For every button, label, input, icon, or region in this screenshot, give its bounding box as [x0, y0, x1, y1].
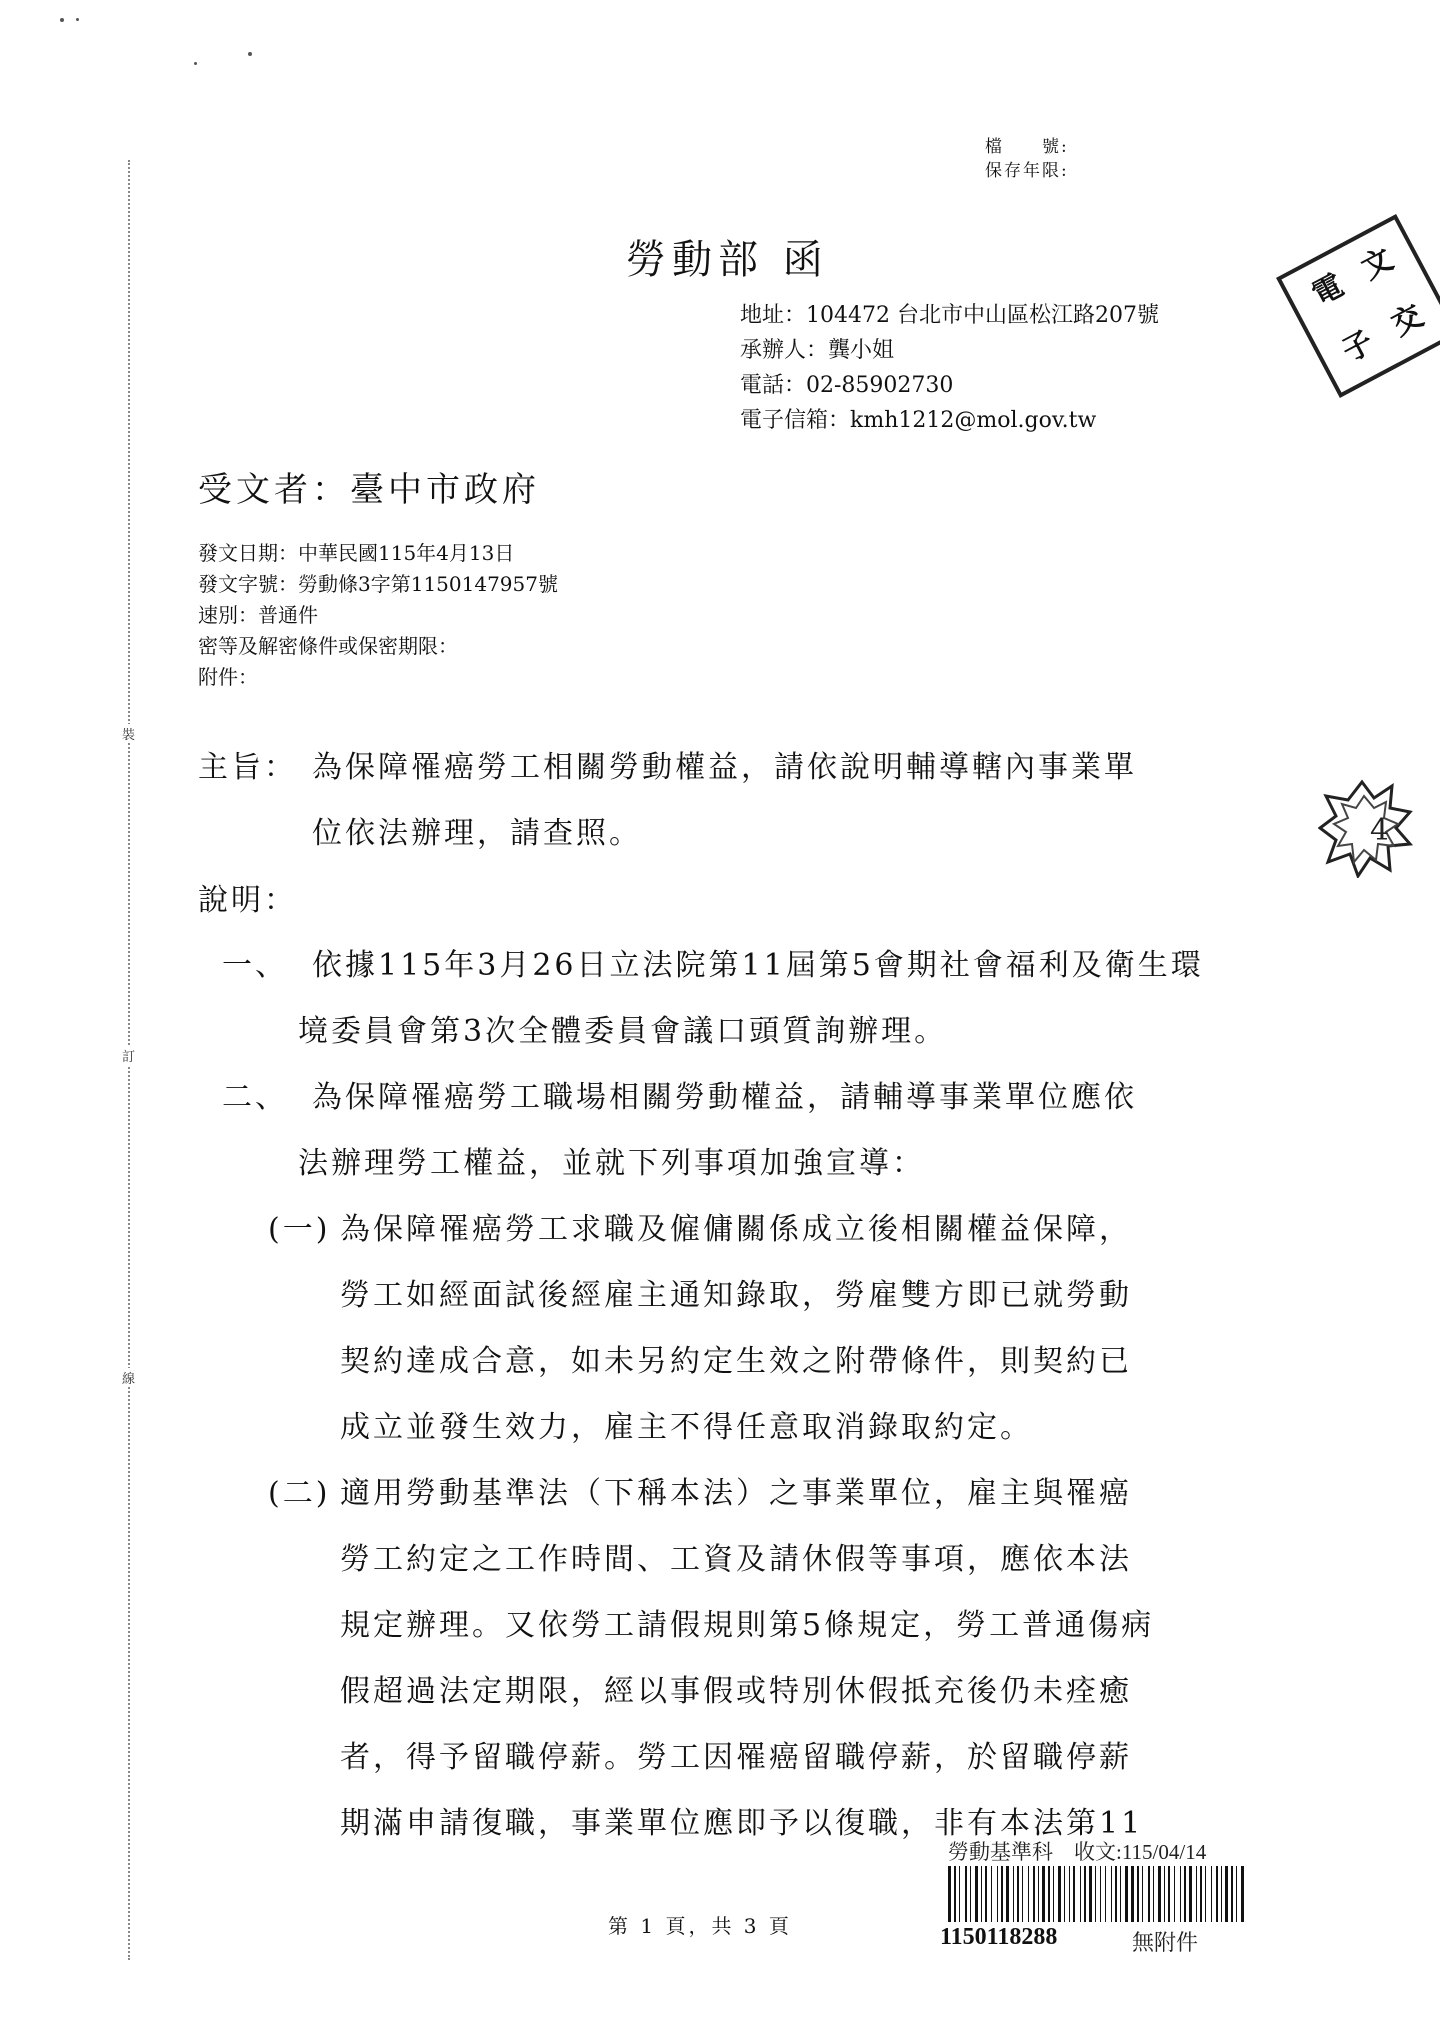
no-attachment-label: 無附件: [1132, 1931, 1199, 1956]
binding-mark-line: 線: [122, 1368, 135, 1387]
sub-item-line: 成立並發生效力，雇主不得任意取消錄取約定。: [340, 1410, 1033, 1445]
sub-item-line: 規定辦理。又依勞工請假規則第5條規定，勞工普通傷病: [340, 1608, 1155, 1643]
sub-item-line: 者，得予留職停薪。勞工因罹癌留職停薪，於留職停薪: [340, 1740, 1132, 1775]
file-meta: [985, 135, 1069, 183]
sub-item-number: (一): [268, 1212, 331, 1247]
electronic-exchange-stamp: 電 文 子 交: [1276, 214, 1440, 398]
file-number-label: 檔 號:: [985, 137, 1069, 157]
side-seal-stamp: [1318, 778, 1414, 878]
sender-email: 電子信箱：kmh1212@mol.gov.tw: [740, 408, 1097, 433]
receipt-line: 勞動基準科 收文:115/04/14: [948, 1840, 1207, 1864]
scan-speck: [248, 52, 252, 56]
sub-item-number: (二): [268, 1476, 331, 1511]
item-line: 為保障罹癌勞工職場相關勞動權益，請輔導事業單位應依: [312, 1080, 1137, 1115]
side-seal-number: 4: [1370, 813, 1390, 848]
sub-item-line: 期滿申請復職，事業單位應即予以復職，非有本法第11: [340, 1806, 1144, 1841]
subject-label: 主旨：: [198, 750, 297, 785]
sub-item-line: 勞工約定之工作時間、工資及請休假等事項，應依本法: [340, 1542, 1132, 1577]
sender-handler: 承辦人：龔小姐: [740, 338, 895, 363]
explanation-label: 說明：: [198, 883, 297, 918]
scan-speck: [76, 18, 79, 21]
barcode-icon: [946, 1866, 1246, 1922]
document-meta: [198, 538, 558, 693]
item-line: 法辦理勞工權益，並就下列事項加強宣導：: [298, 1146, 925, 1181]
sender-address: 地址：104472 台北市中山區松江路207號: [740, 303, 1159, 328]
page-number: 第 1 頁，共 3 頁: [608, 1914, 792, 1938]
issue-date: 發文日期：中華民國115年4月13日: [198, 541, 515, 565]
binding-mark-bind: 裝: [122, 724, 135, 743]
attachment-label: 附件：: [198, 665, 258, 689]
scan-speck: [194, 62, 197, 65]
sub-item-line: 為保障罹癌勞工求職及僱傭關係成立後相關權益保障，: [340, 1212, 1132, 1247]
subject-line: 位依法辦理，請查照。: [312, 816, 642, 851]
item-number: 一、: [222, 948, 288, 983]
binding-mark-order: 訂: [122, 1046, 135, 1065]
retention-period-label: 保存年限:: [985, 161, 1069, 181]
sub-item-line: 勞工如經面試後經雇主通知錄取，勞雇雙方即已就勞動: [340, 1278, 1132, 1313]
sub-item-line: 假超過法定期限，經以事假或特別休假抵充後仍未痊癒: [340, 1674, 1132, 1709]
speed-class: 速別：普通件: [198, 603, 318, 627]
recipient: 受文者：臺中市政府: [198, 470, 540, 510]
item-line: 境委員會第3次全體委員會議口頭質詢辦理。: [298, 1014, 948, 1049]
document-title: 勞動部 函: [626, 237, 829, 283]
item-line: 依據115年3月26日立法院第11屆第5會期社會福利及衛生環: [312, 948, 1204, 983]
sub-item-line: 適用勞動基準法（下稱本法）之事業單位，雇主與罹癌: [340, 1476, 1132, 1511]
sub-item-line: 契約達成合意，如未另約定生效之附帶條件，則契約已: [340, 1344, 1132, 1379]
item-number: 二、: [222, 1080, 288, 1115]
scan-speck: [60, 18, 64, 22]
subject-line: 為保障罹癌勞工相關勞動權益，請依說明輔導轄內事業單: [312, 750, 1137, 785]
barcode-number: 1150118288: [940, 1924, 1058, 1950]
sender-phone: 電話：02-85902730: [740, 373, 954, 398]
document-number: 發文字號：勞動條3字第1150147957號: [198, 572, 558, 596]
secrecy-level: 密等及解密條件或保密期限：: [198, 634, 458, 658]
sender-info: [740, 298, 1159, 438]
